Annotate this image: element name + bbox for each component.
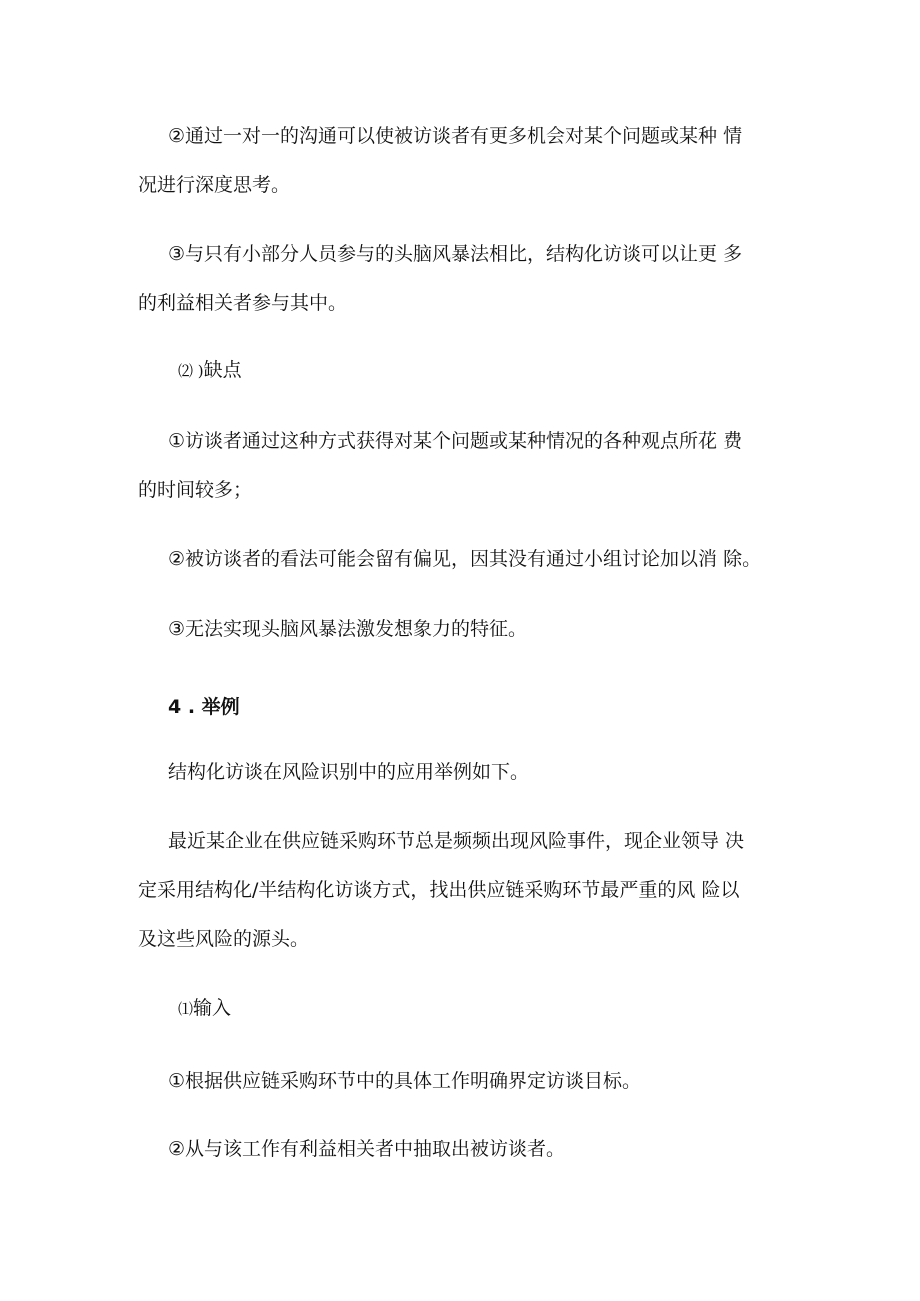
paragraph-line: 的时间较多； [138, 479, 253, 501]
section-heading-example: 4 . 举例 [168, 696, 240, 718]
subheading-number: ⑵ ) [178, 362, 204, 380]
paragraph-line: 的利益相关者参与其中。 [138, 292, 348, 314]
paragraph-line: ②被访谈者的看法可能会留有偏见，因其没有通过小组讨论加以消 除。 [168, 548, 762, 570]
section-subheading-input [178, 996, 828, 1021]
paragraph-line: 结构化访谈在风险识别中的应用举例如下。 [168, 761, 530, 783]
paragraph-line: 最近某企业在供应链采购环节总是频频出现风险事件，现企业领导 决 [168, 830, 745, 852]
paragraph-line: 况进行深度思考。 [138, 174, 291, 196]
paragraph-line: ②从与该工作有利益相关者中抽取出被访谈者。 [168, 1138, 566, 1160]
paragraph-line: 及这些风险的源头。 [138, 928, 310, 950]
paragraph-line: ①访谈者通过这种方式获得对某个问题或某种情况的各种观点所花 费 [168, 430, 743, 452]
section-subheading-disadvantages [178, 358, 828, 383]
paragraph-line: ①根据供应链采购环节中的具体工作明确界定访谈目标。 [168, 1070, 642, 1092]
subheading-number: ⑴ [178, 1000, 194, 1018]
subheading-text: 输入 [193, 997, 232, 1019]
paragraph-line: ②通过一对一的沟通可以使被访谈者有更多机会对某个问题或某种 情 [168, 125, 743, 147]
paragraph-line: ③与只有小部分人员参与的头脑风暴法相比，结构化访谈可以让更 多 [168, 243, 743, 265]
paragraph-line: 定采用结构化/半结构化访谈方式，找出供应链采购环节最严重的风 险以 [138, 879, 740, 901]
paragraph-line: ③无法实现头脑风暴法激发想象力的特征。 [168, 618, 528, 640]
subheading-text: 缺点 [203, 359, 242, 381]
